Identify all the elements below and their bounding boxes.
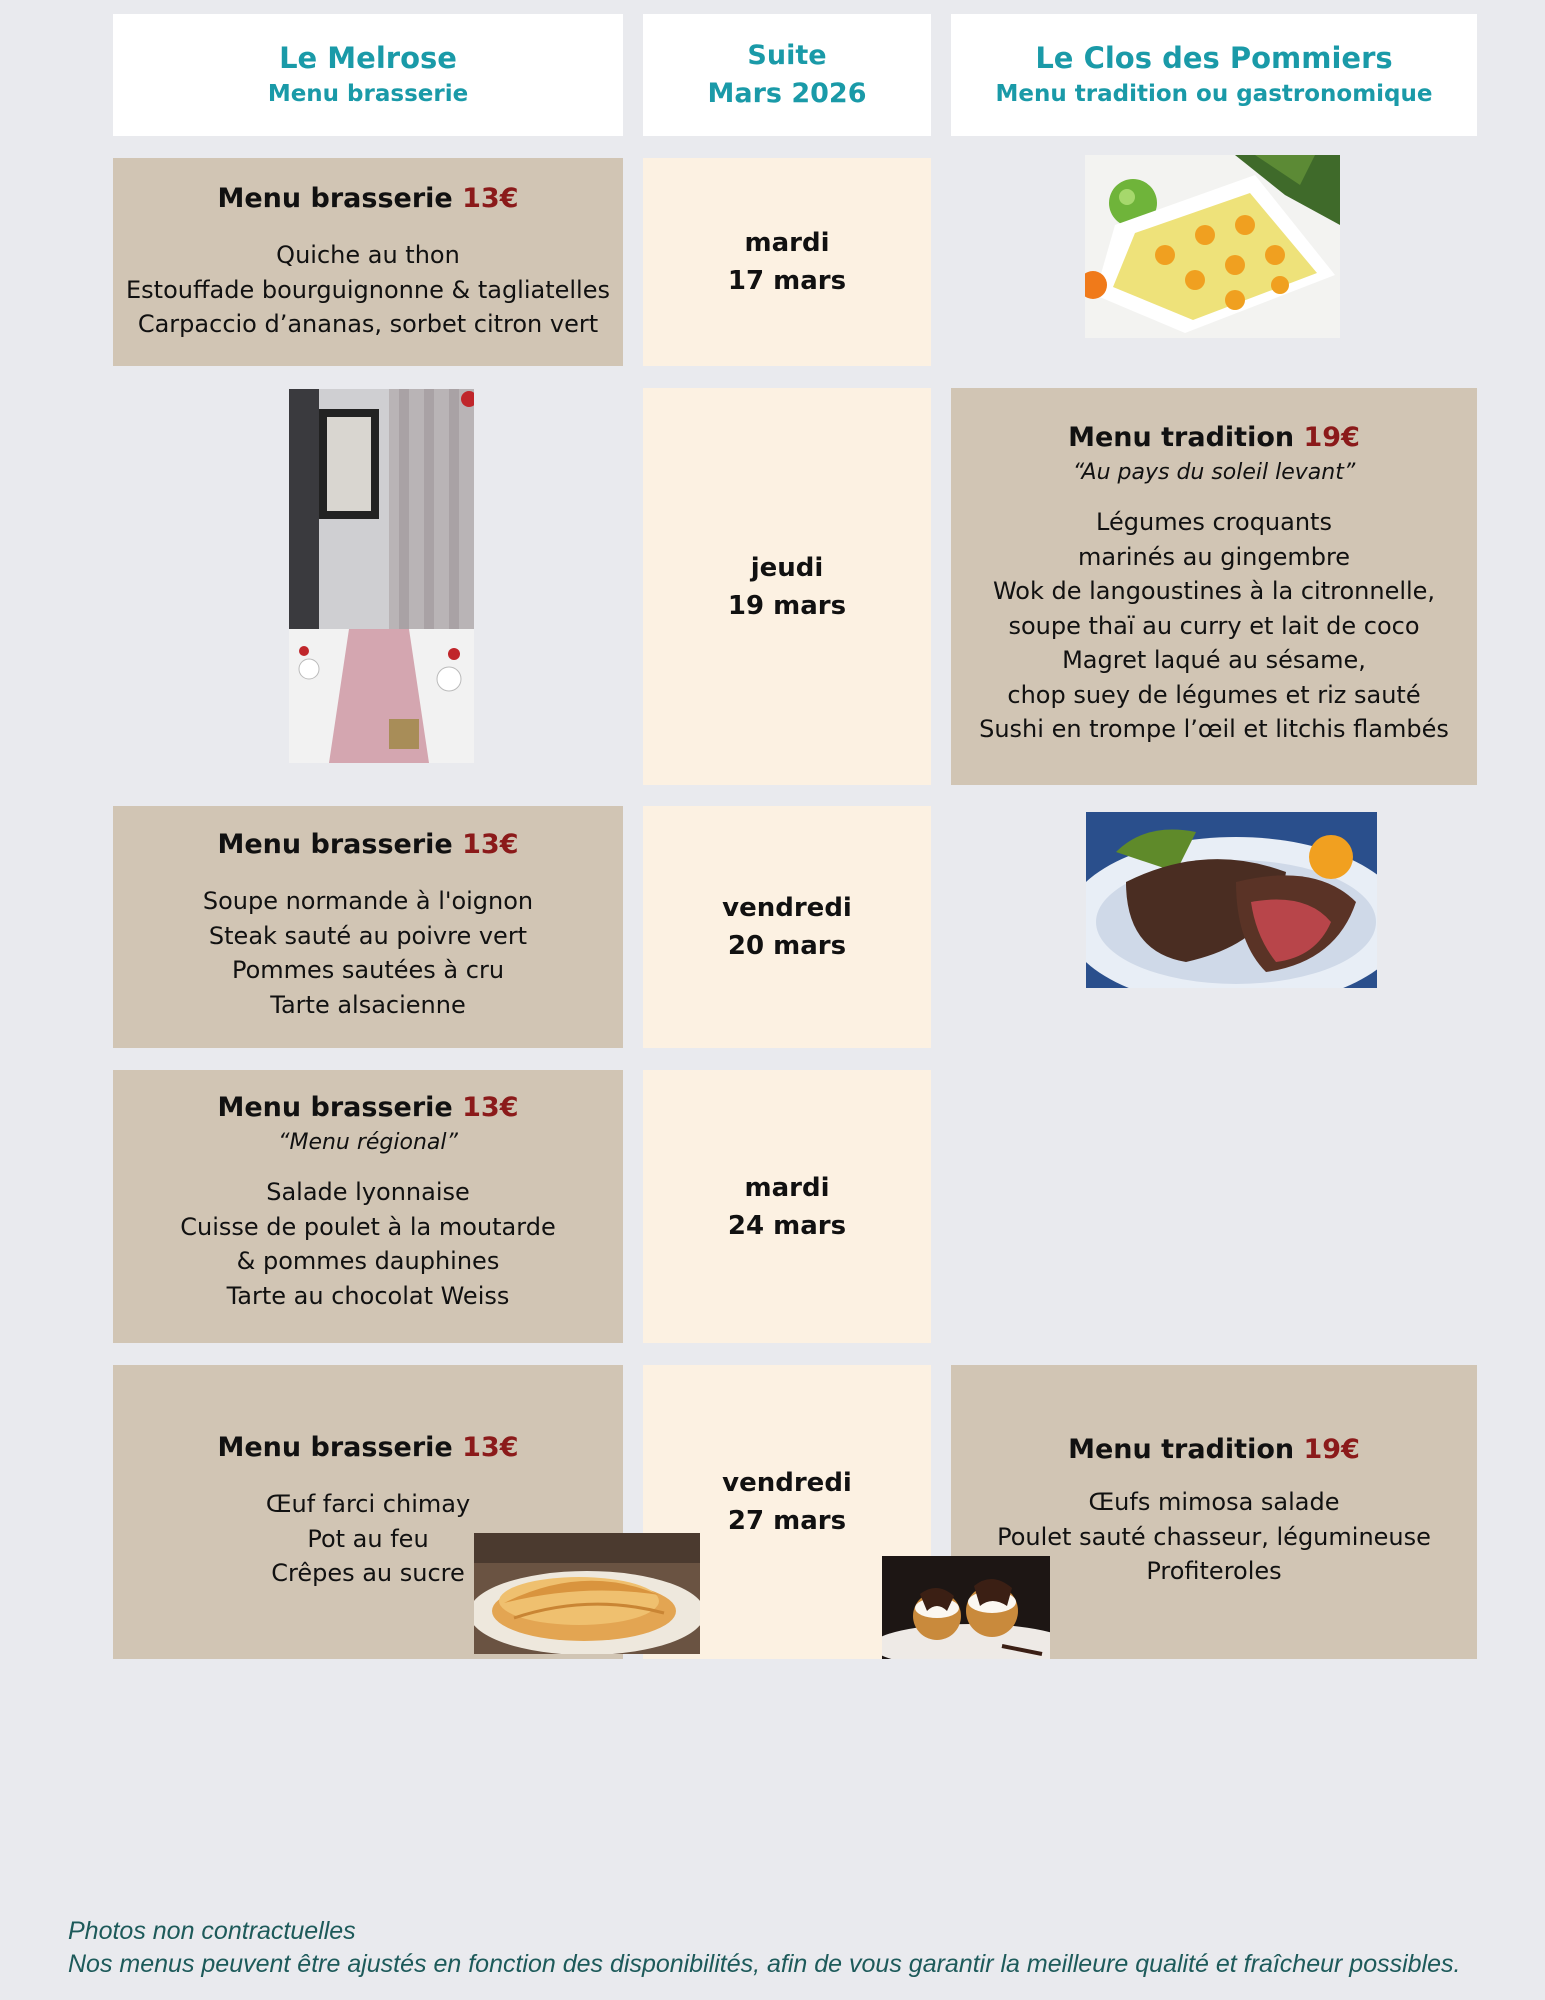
menu-title: Menu brasserie 13€ bbox=[217, 829, 519, 860]
day-name: jeudi bbox=[750, 552, 824, 583]
dish: Pot au feu bbox=[307, 1524, 429, 1553]
dish: Légumes croquants bbox=[1096, 508, 1332, 536]
melrose-subtitle: Menu brasserie bbox=[267, 81, 469, 107]
menu-price: 13€ bbox=[462, 1092, 519, 1123]
day-cell bbox=[643, 388, 931, 785]
menu-price: 13€ bbox=[462, 1432, 519, 1463]
dish: soupe thaï au curry et lait de coco bbox=[1008, 611, 1420, 640]
disclaimer-photos: Photos non contractuelles bbox=[68, 1917, 356, 1945]
day-cell bbox=[643, 806, 931, 1048]
dish: marinés au gingembre bbox=[1077, 542, 1351, 571]
dish: Magret laqué au sésame, bbox=[1062, 646, 1366, 674]
dish: & pommes dauphines bbox=[236, 1247, 500, 1275]
clos-subtitle: Menu tradition ou gastronomique bbox=[995, 81, 1433, 107]
dish: Estouffade bourguignonne & tagliatelles bbox=[126, 275, 610, 304]
menu-price: 19€ bbox=[1303, 1434, 1360, 1465]
menu-title: Menu tradition 19€ bbox=[1068, 1434, 1360, 1465]
suite-header bbox=[643, 14, 931, 136]
suite-label: Suite bbox=[747, 40, 827, 71]
day-date: 24 mars bbox=[727, 1210, 847, 1241]
menu-card-right bbox=[951, 388, 1477, 785]
clos-title: Le Clos des Pommiers bbox=[1035, 41, 1393, 75]
month-label: Mars 2026 bbox=[707, 78, 867, 109]
menu-price: 19€ bbox=[1303, 422, 1360, 453]
dish: Œufs mimosa salade bbox=[1088, 1488, 1340, 1516]
clos-header bbox=[951, 14, 1477, 136]
menu-title: Menu tradition 19€ bbox=[1068, 422, 1360, 453]
dish-list bbox=[951, 505, 1477, 747]
menu-price: 13€ bbox=[462, 183, 519, 214]
day-name: mardi bbox=[744, 228, 830, 258]
day-cell bbox=[643, 1070, 931, 1343]
menu-theme: “Menu régional” bbox=[278, 1130, 458, 1155]
dish: Steak sauté au poivre vert bbox=[208, 921, 528, 950]
dish: Sushi en trompe l’œil et litchis flambés bbox=[979, 715, 1449, 743]
day-cell bbox=[643, 158, 931, 366]
day-name: vendredi bbox=[722, 893, 852, 923]
dish: Tarte alsacienne bbox=[270, 990, 466, 1019]
day-date: 27 mars bbox=[727, 1506, 847, 1536]
dish-list bbox=[113, 884, 623, 1022]
dish-list bbox=[113, 1175, 623, 1313]
menu-card-left bbox=[113, 158, 623, 366]
dish-list bbox=[113, 238, 623, 342]
dish: Tarte au chocolat Weiss bbox=[226, 1281, 510, 1310]
steak-photo bbox=[1086, 812, 1377, 988]
day-name: mardi bbox=[744, 1172, 830, 1203]
dish: Crêpes au sucre bbox=[271, 1559, 465, 1587]
day-date: 17 mars bbox=[727, 266, 847, 296]
menu-price: 13€ bbox=[462, 829, 519, 860]
restaurant-table-photo bbox=[289, 389, 474, 763]
dish: Soupe normande à l'oignon bbox=[202, 887, 534, 915]
day-date: 20 mars bbox=[727, 931, 847, 961]
dish: Profiteroles bbox=[1146, 1557, 1282, 1585]
menu-title: Menu brasserie 13€ bbox=[217, 1092, 519, 1123]
dish: chop suey de légumes et riz sauté bbox=[1007, 680, 1421, 709]
menu-theme: “Au pays du soleil levant” bbox=[1072, 460, 1356, 485]
menu-title: Menu brasserie 13€ bbox=[217, 1432, 519, 1463]
dish: Œuf farci chimay bbox=[265, 1490, 471, 1518]
dish: Wok de langoustines à la citronnelle, bbox=[992, 577, 1436, 605]
dish: Quiche au thon bbox=[276, 241, 460, 269]
menu-title: Menu brasserie 13€ bbox=[217, 183, 519, 214]
menu-card-left bbox=[113, 1070, 623, 1343]
disclaimer-menus: Nos menus peuvent être ajustés en fonction des disponibilités, afin de vous garantir la meilleure qualité et fraîcheur possibles. bbox=[68, 1950, 1461, 1978]
dish: Carpaccio d’ananas, sorbet citron vert bbox=[137, 310, 599, 338]
dish: Cuisse de poulet à la moutarde bbox=[180, 1212, 556, 1241]
day-name: vendredi bbox=[722, 1468, 852, 1498]
day-date: 19 mars bbox=[727, 590, 847, 621]
footer-note bbox=[68, 1915, 1460, 1981]
dish: Pommes sautées à cru bbox=[231, 956, 505, 984]
menu-card-left bbox=[113, 806, 623, 1048]
dish: Poulet sauté chasseur, légumineuse bbox=[997, 1522, 1431, 1551]
melrose-title: Le Melrose bbox=[279, 41, 457, 75]
profiteroles-photo bbox=[882, 1556, 1050, 1659]
melrose-header bbox=[113, 14, 623, 136]
dish: Salade lyonnaise bbox=[266, 1178, 470, 1206]
crepes-photo bbox=[474, 1533, 700, 1654]
pineapple-carpaccio-photo bbox=[1085, 155, 1340, 338]
